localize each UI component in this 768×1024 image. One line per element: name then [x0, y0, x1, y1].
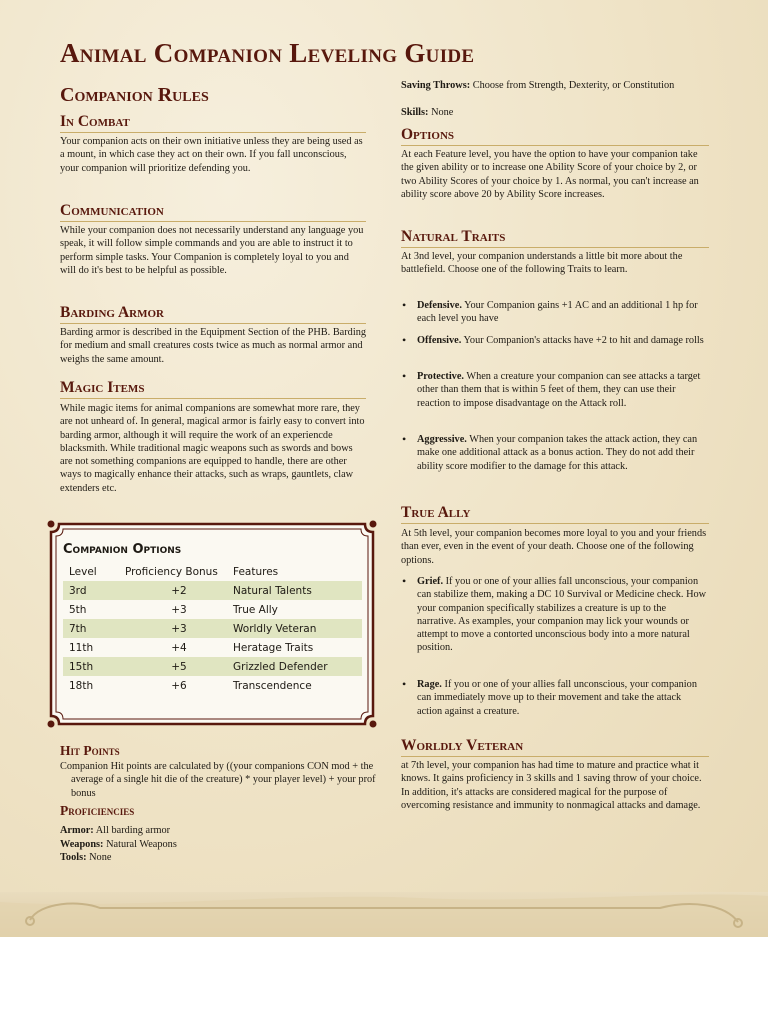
- ally-option-name: Rage.: [417, 679, 442, 690]
- trait-name: Offensive.: [417, 335, 462, 346]
- cell-proficiency: +6: [171, 679, 187, 692]
- skills-line: [401, 106, 709, 119]
- cell-level: 15th: [63, 657, 125, 676]
- armor-label: Armor:: [60, 825, 94, 836]
- table-row: [63, 638, 362, 657]
- cell-level: 3rd: [63, 581, 125, 600]
- cell-feature: Worldly Veteran: [233, 619, 362, 638]
- skills-value: None: [431, 107, 454, 118]
- table-row: [63, 581, 362, 600]
- magic-items-text: While magic items for animal companions are somewhat more rare, they are not unheard of. In general, magical armor is fairly easy to convert into barding armor, although it will require the work of an experiencde blacksmith. While traditional magic weapons such as swords and bows are not something companions are equipped to handle, there are other ways to magically enhance their attacks, such as wraps, gauntlets, claw extenders etc.: [60, 403, 365, 494]
- skills-label: Skills:: [401, 107, 429, 118]
- true-ally-heading: True Ally: [401, 504, 709, 524]
- communication-heading: Communication: [60, 202, 366, 222]
- natural-traits-intro: At 3nd level, your companion understands a little bit more about the battlefield. Choose one of the following Traits to learn.: [401, 251, 683, 276]
- armor-value: All barding armor: [95, 825, 171, 836]
- cell-feature: Natural Talents: [233, 581, 362, 600]
- weapons-line: [60, 838, 366, 851]
- trait-text: Your Companion gains +1 AC and an additional 1 hp for each level you have: [417, 300, 698, 325]
- cell-level: 7th: [63, 619, 125, 638]
- ally-option-text: If you or one of your allies fall unconscious, your companion can stabilize them, making a DC 10 Survival or Medicine check. How your companion specifically stabilizes a creature is up to the narrative. As examples, your companion may lick your wounds or attempt to move a contorted unconscious body into a more natural position.: [417, 576, 707, 654]
- cell-level: 5th: [69, 603, 87, 616]
- trait-name: Protective.: [417, 371, 464, 382]
- worldly-veteran-text: at 7th level, your companion has had time to mature and practice what it knows. It gains proficiency in 3 skills and 1 saving throw of your choice. In addition, it's attacks are considered magical for the purpose of overcoming resistance and immunity to nonmagical attacks and damage.: [401, 760, 702, 811]
- saving-throws-value: Choose from Strength, Dexterity, or Constitution: [472, 80, 675, 91]
- in-combat-text: Your companion acts on their own initiative unless they are being used as a mount, in which case they act on their own. If you fall unconscious, your companion will prioritize defending you.: [60, 136, 363, 174]
- barding-armor-text: Barding armor is described in the Equipment Section of the PHB. Barding for medium and small creatures costs twice as much as normal armor and weighs the same amount.: [60, 327, 366, 365]
- table-row: [63, 600, 362, 619]
- trait-name: Aggressive.: [417, 434, 467, 445]
- armor-line: [60, 824, 366, 837]
- cell-proficiency: +3: [171, 603, 187, 616]
- tools-line: [60, 851, 366, 864]
- companion-options-box: [45, 518, 379, 730]
- barding-armor-heading: Barding Armor: [60, 304, 366, 324]
- page-title: Animal Companion Leveling Guide: [60, 38, 475, 68]
- natural-traits-heading: Natural Traits: [401, 228, 709, 248]
- cell-level: 11th: [69, 641, 94, 654]
- ally-rage: [417, 678, 707, 718]
- header-features: Features: [233, 565, 279, 578]
- cell-feature: Heratage Traits: [233, 641, 314, 654]
- table-row: [63, 676, 362, 695]
- tools-value: None: [89, 852, 112, 863]
- hit-points-heading: Hit Points: [60, 743, 120, 758]
- weapons-label: Weapons:: [60, 839, 104, 850]
- options-heading: Options: [401, 126, 709, 146]
- proficiencies-heading: Proficiencies: [60, 803, 135, 818]
- header-proficiency: Proficiency Bonus: [125, 565, 218, 578]
- cell-level: 18th: [69, 679, 94, 692]
- ally-option-text: If you or one of your allies fall unconscious, your companion can immediately move up to their movement and take the attack action against a creature.: [417, 679, 697, 717]
- cell-proficiency: +2: [125, 581, 233, 600]
- ally-option-name: Grief.: [417, 576, 444, 587]
- saving-throws-line: [401, 79, 720, 92]
- table-header-row: [63, 562, 362, 581]
- communication-text: While your companion does not necessarily understand any language you speak, it will follow simple commands and you are able to instruct it to perform simple tasks. Your Companion is completely loyal to you and will do it's best to be helpful as possible.: [60, 225, 364, 276]
- options-text: At each Feature level, you have the option to have your companion take the given ability or to increase one Ability Score of your choice by 2, or two Ability Scores of your choice by 1. As normal, you can't increase an ability score above 20 by Ability Score increases.: [401, 149, 699, 200]
- footer-ornament: [0, 880, 768, 937]
- cell-proficiency: +3: [125, 619, 233, 638]
- companion-rules-heading: Companion Rules: [60, 84, 209, 106]
- trait-text: Your Companion's attacks have +2 to hit and damage rolls: [463, 335, 704, 346]
- trait-offensive: [417, 334, 707, 347]
- weapons-value: Natural Weapons: [106, 839, 177, 850]
- trait-protective: [417, 370, 707, 410]
- trait-text: When a creature your companion can see attacks a target other than them that is within 5 feet of them, they can use their reaction to impose disadvantage on the Attack roll.: [417, 371, 701, 409]
- saving-throws-label: Saving Throws:: [401, 80, 471, 91]
- header-level: Level: [69, 565, 97, 578]
- cell-feature: True Ally: [233, 603, 278, 616]
- in-combat-heading: In Combat: [60, 113, 366, 133]
- cell-feature: Transcendence: [233, 679, 312, 692]
- trait-defensive: [417, 299, 707, 326]
- cell-proficiency: +5: [125, 657, 233, 676]
- trait-text: When your companion takes the attack action, they can make one additional attack as a bonus action. They do not add their ability score modifier to the damage for this attack.: [417, 434, 698, 472]
- magic-items-heading: Magic Items: [60, 379, 366, 399]
- tools-label: Tools:: [60, 852, 87, 863]
- table-row: [63, 657, 362, 676]
- ally-grief: [417, 575, 707, 655]
- worldly-veteran-heading: Worldly Veteran: [401, 737, 709, 757]
- cell-proficiency: +4: [171, 641, 187, 654]
- trait-aggressive: [417, 433, 707, 473]
- cell-feature: Grizzled Defender: [233, 657, 362, 676]
- trait-name: Defensive.: [417, 300, 462, 311]
- companion-options-title: Companion Options: [63, 542, 182, 557]
- table-row: [63, 619, 362, 638]
- companion-options-table: [63, 562, 362, 695]
- hit-points-text: Companion Hit points are calculated by ((your companions CON mod + the average of a single hit die of the creature) * your player level) + your prof bonus: [60, 761, 376, 799]
- true-ally-intro: At 5th level, your companion becomes more loyal to you and your friends than ever, even in the event of your death. Choose one of the following options.: [401, 528, 707, 566]
